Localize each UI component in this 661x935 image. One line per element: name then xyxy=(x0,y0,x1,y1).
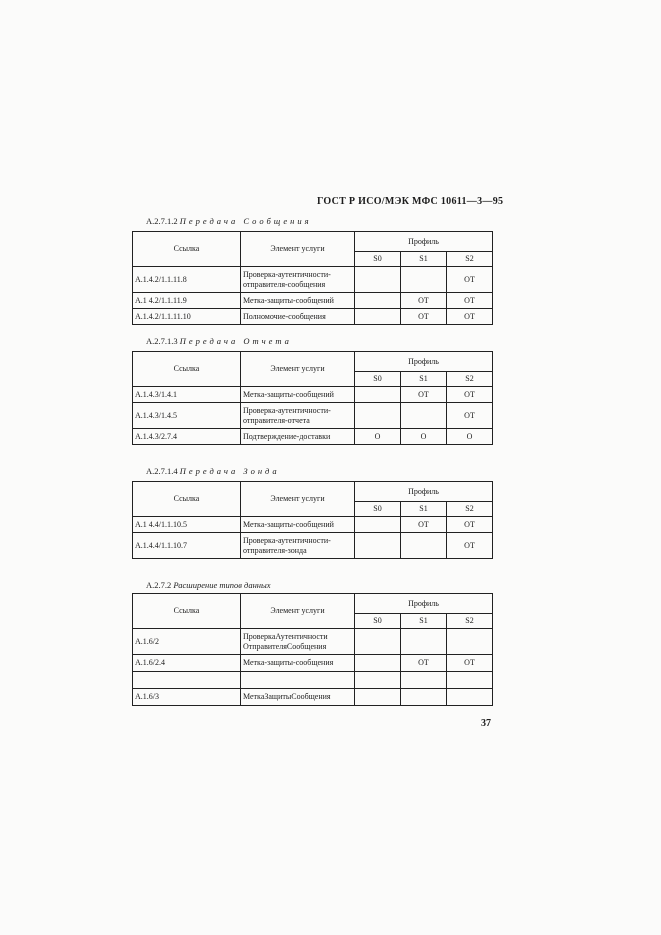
cell-element: Подтверждение-доставки xyxy=(241,429,355,445)
cell-element: Проверка-аутентичности-отправителя-зонда xyxy=(241,533,355,559)
table-row xyxy=(133,629,493,655)
header-profile: Профиль xyxy=(355,232,493,252)
cell-s1: ОТ xyxy=(401,293,447,309)
cell-s1: ОТ xyxy=(401,655,447,672)
cell-s2: ОТ xyxy=(447,267,493,293)
cell-s0 xyxy=(355,309,401,325)
table-row xyxy=(133,517,493,533)
header-element: Элемент услуги xyxy=(241,594,355,629)
table-row xyxy=(133,672,493,689)
header-s1: S1 xyxy=(401,252,447,267)
cell-ref: A.1.4.2/1.1.11.8 xyxy=(133,267,241,293)
table-transfer-report xyxy=(132,351,493,445)
cell-s0 xyxy=(355,672,401,689)
table-data-types xyxy=(132,593,493,706)
section-number: A.2.7.1.3 xyxy=(146,336,178,346)
section-number: A.2.7.1.2 xyxy=(146,216,178,226)
header-element: Элемент услуги xyxy=(241,352,355,387)
header-s0: S0 xyxy=(355,372,401,387)
cell-s0 xyxy=(355,689,401,706)
cell-s2: ОТ xyxy=(447,655,493,672)
cell-element: Метка-защиты-сообщения xyxy=(241,655,355,672)
cell-s2: ОТ xyxy=(447,403,493,429)
cell-ref: A.1.6/2 xyxy=(133,629,241,655)
header-ref: Ссылка xyxy=(133,352,241,387)
cell-element: Проверка-аутентичности-отправителя-сообщения xyxy=(241,267,355,293)
section-name: Передача Отчета xyxy=(179,336,292,346)
table-transfer-message xyxy=(132,231,493,325)
cell-ref: A.1.4.3/1.4.1 xyxy=(133,387,241,403)
cell-s1: ОТ xyxy=(401,309,447,325)
cell-ref: A.1.4.4/1.1.10.7 xyxy=(133,533,241,559)
page-number: 37 xyxy=(481,718,491,729)
cell-s0 xyxy=(355,387,401,403)
cell-s1: О xyxy=(401,429,447,445)
cell-s2: ОТ xyxy=(447,517,493,533)
cell-s2: ОТ xyxy=(447,293,493,309)
cell-s0 xyxy=(355,293,401,309)
header-s1: S1 xyxy=(401,614,447,629)
section-title xyxy=(146,336,292,346)
cell-s1: ОТ xyxy=(401,387,447,403)
header-s1: S1 xyxy=(401,372,447,387)
cell-s2: ОТ xyxy=(447,309,493,325)
cell-element: Метка-защиты-сообщений xyxy=(241,293,355,309)
cell-s0 xyxy=(355,403,401,429)
header-s2: S2 xyxy=(447,372,493,387)
header-ref: Ссылка xyxy=(133,594,241,629)
header-ref: Ссылка xyxy=(133,482,241,517)
section-title xyxy=(146,466,280,476)
cell-ref: A.1.6/2.4 xyxy=(133,655,241,672)
section-number: A.2.7.2 xyxy=(146,580,172,590)
cell-element: ПроверкаАутентичности ОтправителяСообщения xyxy=(241,629,355,655)
header-s2: S2 xyxy=(447,252,493,267)
cell-s2 xyxy=(447,672,493,689)
cell-s1: ОТ xyxy=(401,517,447,533)
section-title xyxy=(146,216,312,226)
cell-s0 xyxy=(355,629,401,655)
cell-element: Проверка-аутентичности-отправителя-отчета xyxy=(241,403,355,429)
cell-s2: О xyxy=(447,429,493,445)
cell-s1 xyxy=(401,629,447,655)
cell-s0 xyxy=(355,655,401,672)
cell-s0 xyxy=(355,267,401,293)
table-row xyxy=(133,689,493,706)
header-element: Элемент услуги xyxy=(241,232,355,267)
cell-element: Полномочие-сообщения xyxy=(241,309,355,325)
header-profile: Профиль xyxy=(355,352,493,372)
header-element: Элемент услуги xyxy=(241,482,355,517)
header-s0: S0 xyxy=(355,252,401,267)
header-s2: S2 xyxy=(447,614,493,629)
cell-ref: A.1 4.2/1.1.11.9 xyxy=(133,293,241,309)
header-ref: Ссылка xyxy=(133,232,241,267)
cell-element: Метка-защиты-сообщений xyxy=(241,387,355,403)
header-profile: Профиль xyxy=(355,482,493,502)
cell-ref: A.1 4.4/1.1.10.5 xyxy=(133,517,241,533)
header-s0: S0 xyxy=(355,502,401,517)
cell-s1 xyxy=(401,533,447,559)
table-row xyxy=(133,267,493,293)
table-row xyxy=(133,403,493,429)
cell-element: Метка-защиты-сообщений xyxy=(241,517,355,533)
cell-s1 xyxy=(401,689,447,706)
header-s0: S0 xyxy=(355,614,401,629)
cell-ref xyxy=(133,672,241,689)
cell-s1 xyxy=(401,672,447,689)
cell-s2 xyxy=(447,629,493,655)
cell-s0 xyxy=(355,533,401,559)
cell-s2: ОТ xyxy=(447,387,493,403)
section-number: A.2.7.1.4 xyxy=(146,466,178,476)
table-row xyxy=(133,309,493,325)
cell-s2: ОТ xyxy=(447,533,493,559)
cell-ref: A.1.4.3/1.4.5 xyxy=(133,403,241,429)
cell-ref: A.1.6/3 xyxy=(133,689,241,706)
cell-ref: A.1.4.3/2.7.4 xyxy=(133,429,241,445)
table-row xyxy=(133,387,493,403)
table-row xyxy=(133,655,493,672)
section-title xyxy=(146,580,271,590)
section-name: Передача Сообщения xyxy=(179,216,312,226)
header-profile: Профиль xyxy=(355,594,493,614)
cell-element xyxy=(241,672,355,689)
table-row xyxy=(133,533,493,559)
header-s2: S2 xyxy=(447,502,493,517)
header-s1: S1 xyxy=(401,502,447,517)
cell-ref: A.1.4.2/1.1.11.10 xyxy=(133,309,241,325)
table-transfer-probe xyxy=(132,481,493,559)
cell-s0 xyxy=(355,517,401,533)
cell-s2 xyxy=(447,689,493,706)
cell-s0: О xyxy=(355,429,401,445)
cell-element: МеткаЗащитыСообщения xyxy=(241,689,355,706)
cell-s1 xyxy=(401,267,447,293)
cell-s1 xyxy=(401,403,447,429)
section-name: Расширение типов данных xyxy=(173,580,271,590)
section-name: Передача Зонда xyxy=(179,466,280,476)
page-header: ГОСТ Р ИСО/МЭК МФС 10611—3—95 xyxy=(317,196,504,207)
table-row xyxy=(133,293,493,309)
table-row xyxy=(133,429,493,445)
